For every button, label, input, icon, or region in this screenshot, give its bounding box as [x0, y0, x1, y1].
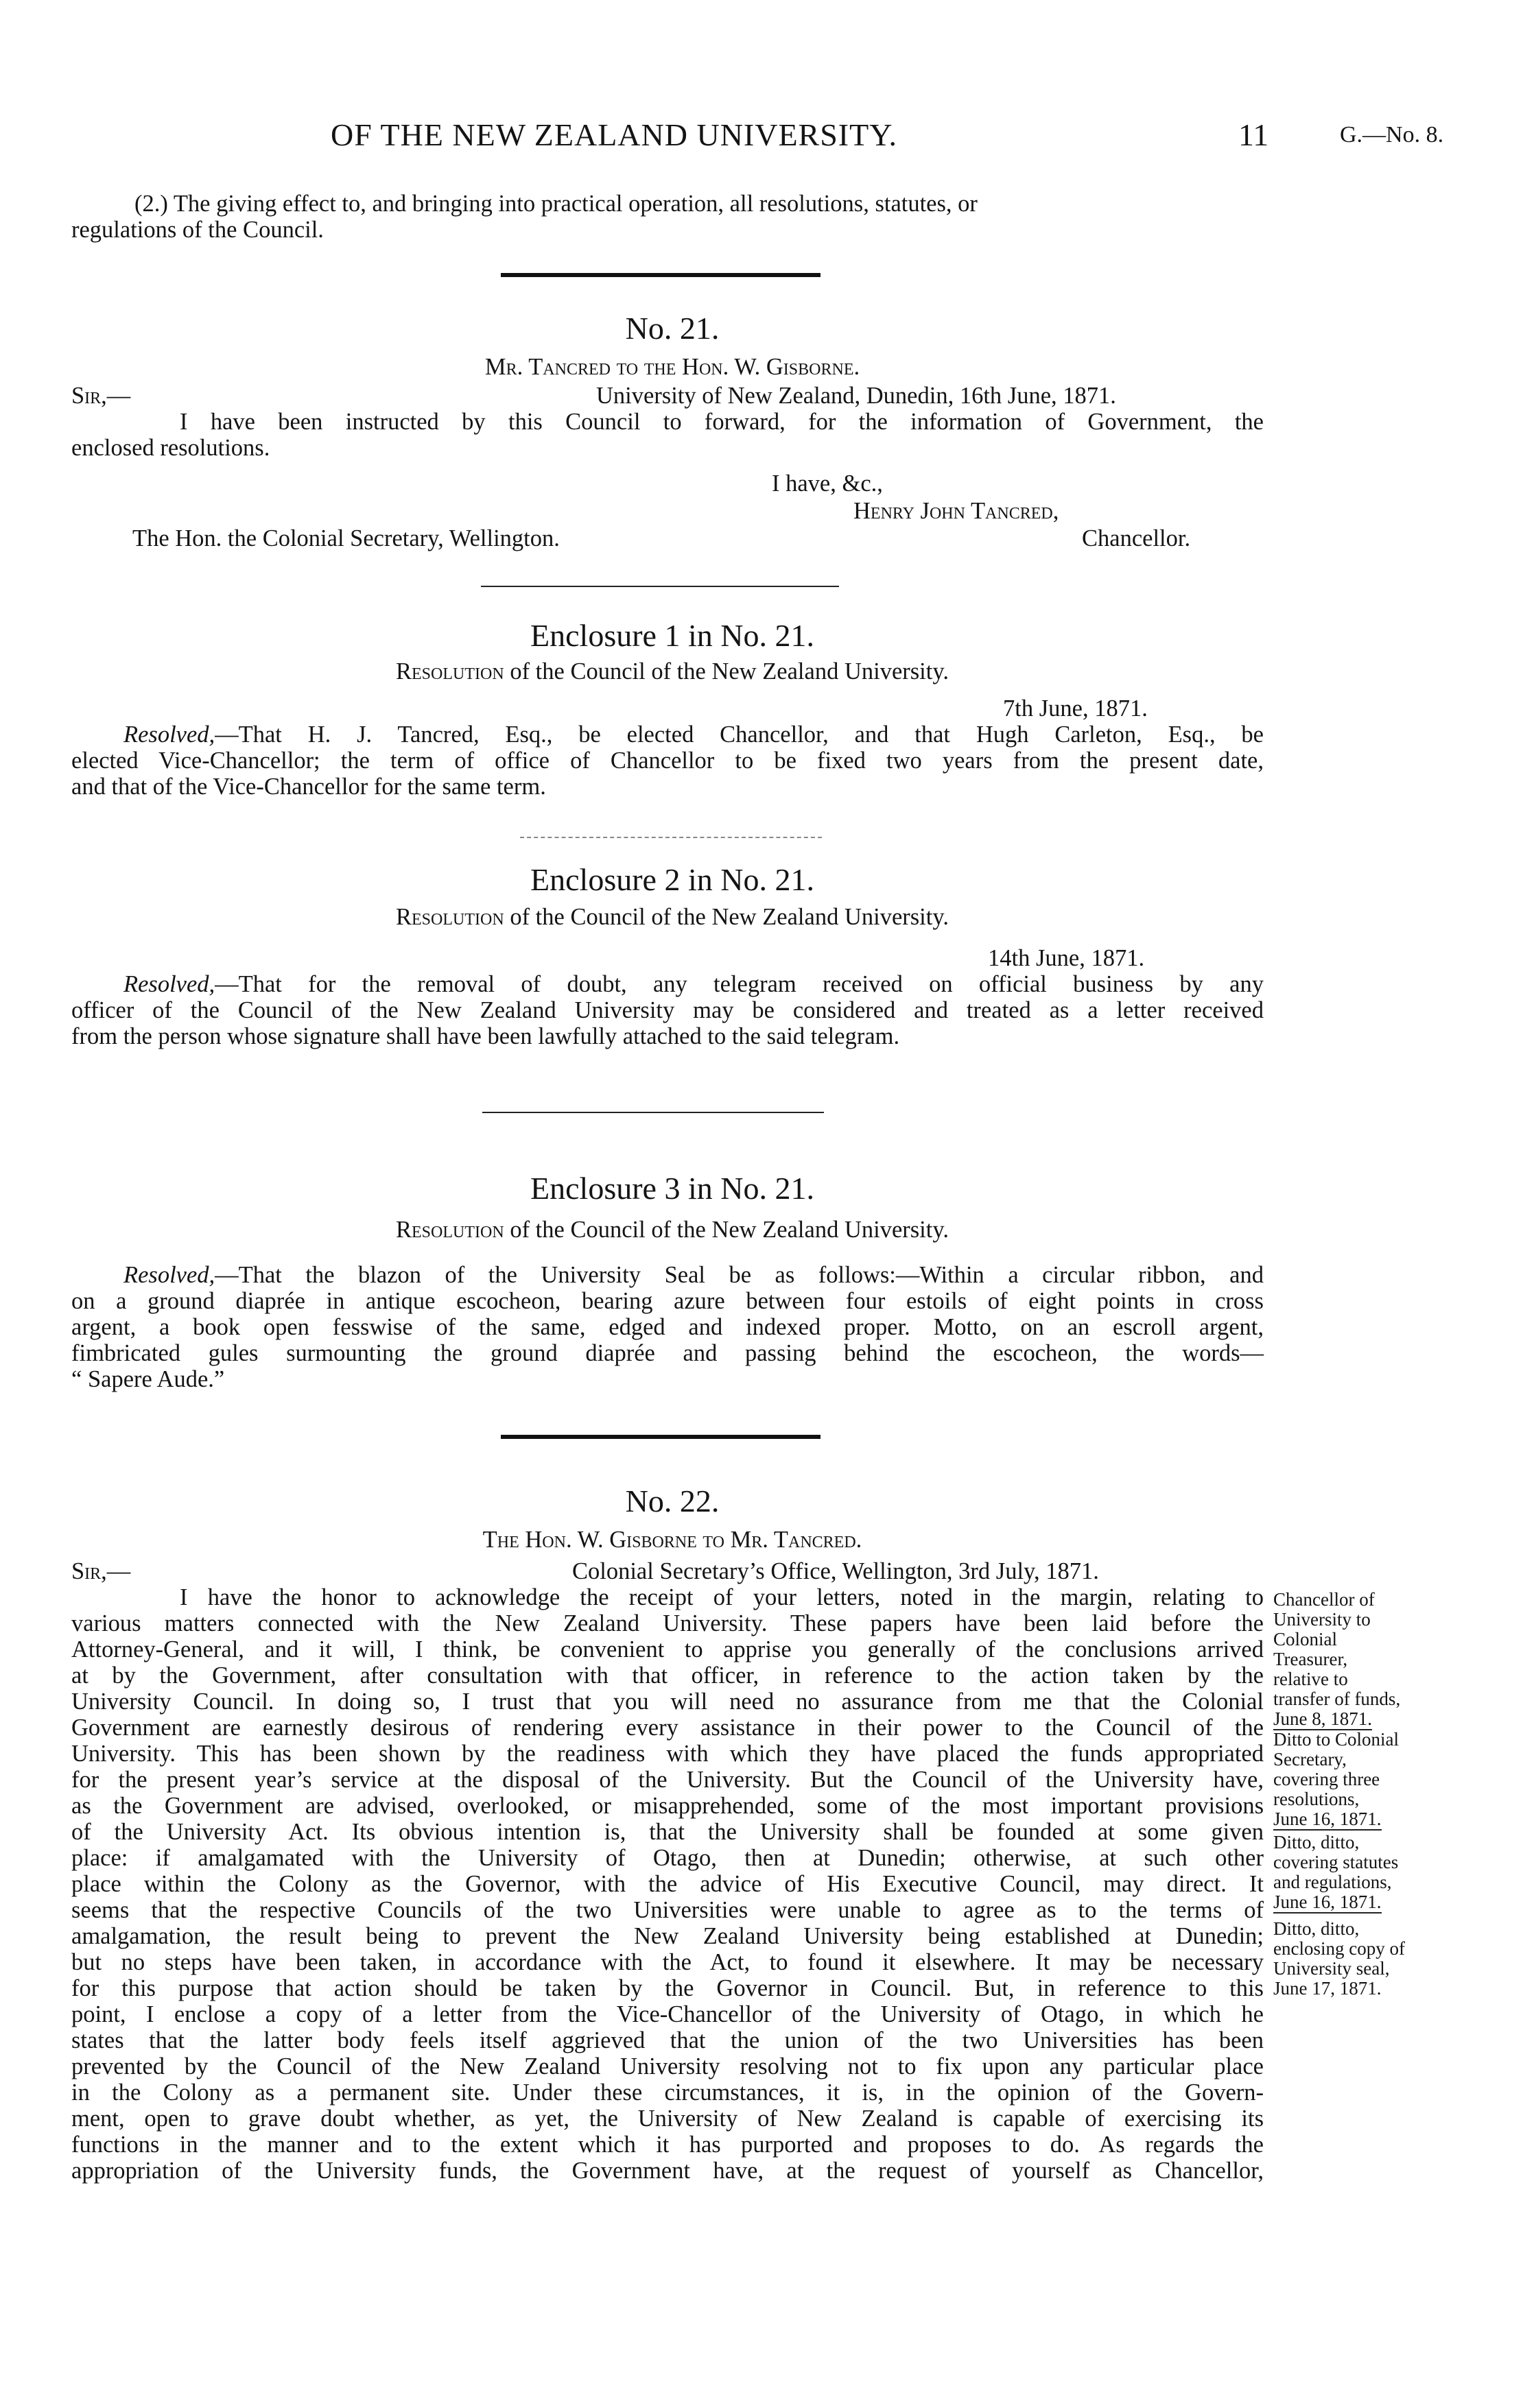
enc1-subtitle-resolution: Resolution [396, 658, 504, 684]
no22-line: for the present year’s service at the disposal of the University. But the Council of the University have, [71, 1767, 1264, 1793]
no22-line: ment, open to grave doubt whether, as yet, the University of New Zealand is capable of exercising its [71, 2106, 1264, 2132]
no21-title: No. 21. [625, 311, 720, 346]
no22-line: various matters connected with the New Zealand University. These papers have been laid before the [71, 1610, 1264, 1636]
no22-line: Attorney-General, and it will, I think, be convenient to apprise you generally of the conclusions arrived [71, 1636, 1264, 1662]
enc3-line-1 [123, 1262, 1264, 1288]
margin-note-line: Colonial [1273, 1629, 1337, 1649]
enc3-line-1-text: —That the blazon of the University Seal be as follows:—Within a circular ribbon, and [215, 1262, 1264, 1288]
margin-note-date: June 16, 1871. [1273, 1892, 1382, 1912]
margin-note-line: transfer of funds, [1273, 1689, 1401, 1709]
margin-note-line: and regulations, [1273, 1872, 1392, 1892]
enc2-subtitle [0, 904, 1345, 931]
enc3-line-2: on a ground diaprée in antique escocheon, bearing azure between four estoils of eight points in cross [71, 1288, 1264, 1314]
no21-address: University of New Zealand, Dunedin, 16th June, 1871. [596, 383, 1116, 409]
section-divider [520, 837, 822, 838]
no22-line: University. This has been shown by the readiness with which they have placed the funds appropriated [71, 1741, 1264, 1767]
enc3-resolved: Resolved, [123, 1262, 215, 1288]
margin-note-line: resolutions, [1273, 1789, 1360, 1809]
enc1-line-1-text: —That H. J. Tancred, Esq., be elected Chancellor, and that Hugh Carleton, Esq., be [215, 722, 1264, 748]
enc2-title: Enclosure 2 in No. 21. [530, 862, 814, 897]
running-header-title: OF THE NEW ZEALAND UNIVERSITY. [331, 117, 898, 152]
no21-closing: I have, &c., [772, 470, 883, 497]
enc1-line-2: elected Vice-Chancellor; the term of office of Chancellor to be fixed two years from the present date, [71, 748, 1264, 774]
no22-line: University Council. In doing so, I trust that you will need no assurance from me that the Colonial [71, 1689, 1264, 1715]
margin-note-3 [1273, 1833, 1513, 1914]
no21-salutation: Sir,— [71, 383, 131, 409]
no22-address: Colonial Secretary’s Office, Wellington, 3rd July, 1871. [572, 1558, 1099, 1584]
no22-line: prevented by the Council of the New Zealand University resolving not to fix upon any particular place [71, 2053, 1264, 2079]
enc2-line-1-text: —That for the removal of doubt, any telegram received on official business by any [215, 971, 1264, 997]
enc3-line-3: argent, a book open fesswise of the same, edged and indexed proper. Motto, on an escroll argent, [71, 1314, 1264, 1340]
no22-salutation: Sir,— [71, 1558, 131, 1584]
paper-reference: G.—No. 8. [1340, 122, 1444, 147]
no22-line: for this purpose that action should be taken by the Governor in Council. But, in reference to this [71, 1975, 1264, 2001]
no22-line: at by the Government, after consultation with that officer, in reference to the action taken by the [71, 1662, 1264, 1689]
enc1-subtitle [0, 658, 1345, 685]
enc3-subtitle [0, 1217, 1345, 1243]
no22-line: appropriation of the University funds, the Government have, at the request of yourself as Chancellor, [71, 2158, 1264, 2184]
enc3-line-4: fimbricated gules surmounting the ground diaprée and passing behind the escocheon, the words— [71, 1340, 1264, 1366]
no22-title: No. 22. [625, 1483, 720, 1518]
margin-note-date: June 16, 1871. [1273, 1809, 1382, 1829]
margin-note-line: Ditto, ditto, [1273, 1832, 1360, 1852]
enc1-resolved: Resolved, [123, 722, 215, 748]
section-divider [481, 586, 839, 587]
no21-recipient: The Hon. the Colonial Secretary, Wellington. [132, 525, 560, 551]
enc2-resolved: Resolved, [123, 971, 215, 997]
no22-subtitle: The Hon. W. Gisborne to Mr. Tancred. [482, 1527, 862, 1553]
margin-note-date: June 8, 1871. [1273, 1708, 1372, 1729]
no22-line: amalgamation, the result being to prevent the New Zealand University being established at Dunedin; [71, 1923, 1264, 1949]
no22-line: point, I enclose a copy of a letter from the Vice-Chancellor of the University of Otago, in which he [71, 2001, 1264, 2027]
enc1-title: Enclosure 1 in No. 21. [530, 618, 814, 653]
margin-note-line: University to [1273, 1609, 1371, 1630]
section-divider [482, 1112, 824, 1113]
enc2-date: 14th June, 1871. [988, 945, 1145, 971]
section-divider [501, 273, 820, 277]
margin-note-line: Ditto to Colonial [1273, 1729, 1400, 1750]
no22-line: place: if amalgamated with the University of Otago, then at Dunedin; otherwise, at such other [71, 1845, 1264, 1871]
enc1-line-3: and that of the Vice-Chancellor for the same term. [71, 774, 546, 800]
no22-line: as the Government are advised, overlooked, or misapprehended, some of the most important provisions [71, 1793, 1264, 1819]
margin-note-line: Treasurer, [1273, 1649, 1348, 1669]
intro-line-1: (2.) The giving effect to, and bringing into practical operation, all resolutions, statutes, or [134, 191, 978, 217]
enc2-line-1 [123, 971, 1264, 997]
margin-note-2 [1273, 1730, 1513, 1831]
no22-line: I have the honor to acknowledge the receipt of your letters, noted in the margin, relating to [180, 1584, 1264, 1610]
no21-line-1: I have been instructed by this Council to forward, for the information of Government, the [180, 409, 1264, 435]
no21-line-2: enclosed resolutions. [71, 435, 270, 461]
no22-line: of the University Act. Its obvious intention is, that the University shall be founded at some given [71, 1819, 1264, 1845]
enc1-date: 7th June, 1871. [1003, 695, 1148, 722]
no22-line: in the Colony as a permanent site. Under these circumstances, it is, in the opinion of the Govern- [71, 2079, 1264, 2106]
enc2-line-2: officer of the Council of the New Zealand University may be considered and treated as a letter received [71, 997, 1264, 1023]
enc3-line-5: “ Sapere Aude.” [71, 1366, 225, 1392]
no21-signer-title: Chancellor. [1082, 525, 1191, 551]
no22-line: Government are earnestly desirous of rendering every assistance in their power to the Council of the [71, 1715, 1264, 1741]
no22-line: place within the Colony as the Governor, with the advice of His Executive Council, may direct. It [71, 1871, 1264, 1897]
page-number: 11 [1238, 117, 1269, 152]
enc2-line-3: from the person whose signature shall have been lawfully attached to the said telegram. [71, 1023, 900, 1049]
no22-line: functions in the manner and to the extent which it has purported and proposes to do. As regards the [71, 2132, 1264, 2158]
enc3-subtitle-resolution: Resolution [396, 1217, 504, 1243]
margin-note-line: Secretary, [1273, 1749, 1347, 1769]
no21-subtitle: Mr. Tancred to the Hon. W. Gisborne. [484, 354, 860, 380]
margin-note-line: Ditto, ditto, [1273, 1918, 1360, 1939]
no21-signer: Henry John Tancred, [853, 498, 1059, 524]
margin-note-line: University seal, [1273, 1958, 1390, 1979]
no22-line: seems that the respective Councils of the two Universities were unable to agree as to the terms of [71, 1897, 1264, 1923]
enc1-line-1 [123, 722, 1264, 748]
enc2-subtitle-resolution: Resolution [396, 904, 504, 930]
intro-line-2: regulations of the Council. [71, 217, 324, 243]
section-divider [501, 1435, 820, 1439]
margin-note-line: relative to [1273, 1669, 1348, 1689]
margin-note-line: Chancellor of [1273, 1589, 1375, 1610]
margin-note-line: covering statutes [1273, 1852, 1399, 1872]
margin-note-1 [1273, 1590, 1513, 1730]
enc3-subtitle-rest: of the Council of the New Zealand University. [504, 1217, 949, 1243]
enc3-title: Enclosure 3 in No. 21. [530, 1171, 814, 1206]
margin-note-line: covering three [1273, 1769, 1380, 1789]
margin-note-4 [1273, 1919, 1513, 1999]
no22-line: but no steps have been taken, in accordance with the Act, to found it elsewhere. It may be necessary [71, 1949, 1264, 1975]
enc2-subtitle-rest: of the Council of the New Zealand University. [504, 904, 949, 930]
enc1-subtitle-rest: of the Council of the New Zealand University. [504, 658, 949, 684]
no22-line: states that the latter body feels itself aggrieved that the union of the two Universities has been [71, 2027, 1264, 2053]
margin-note-date: June 17, 1871. [1273, 1978, 1382, 1999]
margin-note-line: enclosing copy of [1273, 1938, 1405, 1959]
